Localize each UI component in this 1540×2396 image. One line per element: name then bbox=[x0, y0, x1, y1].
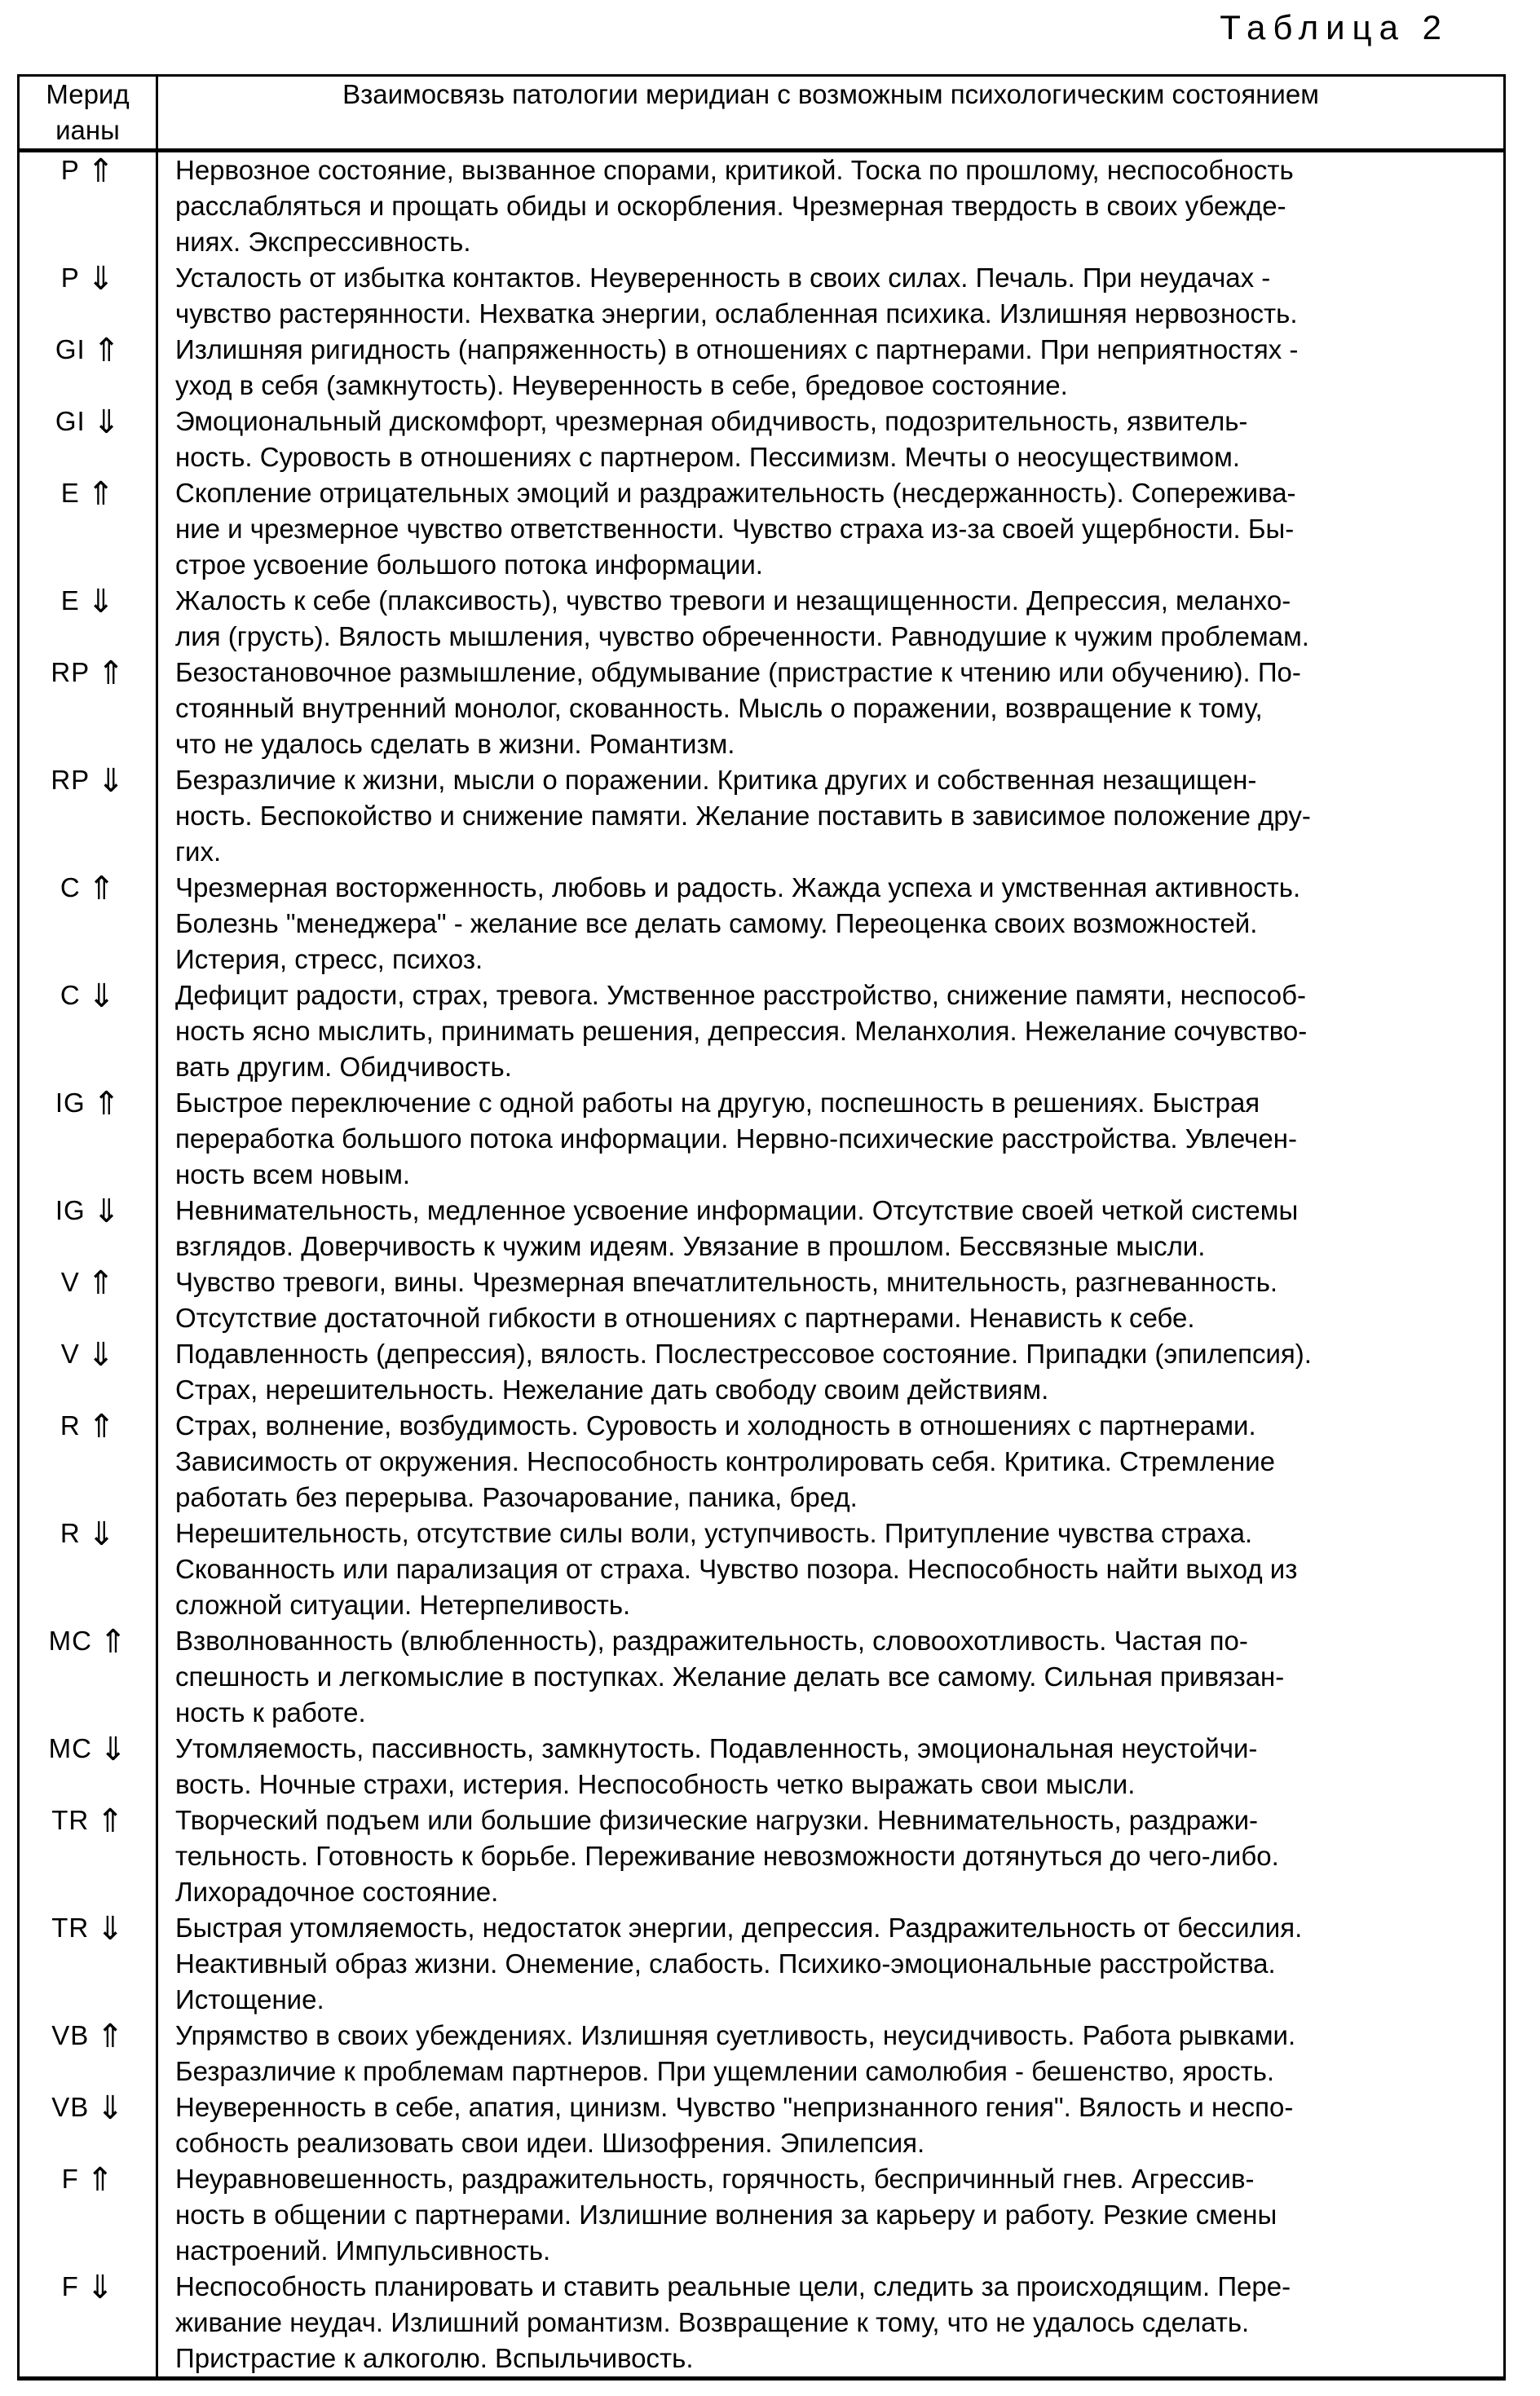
meridian-arrow-icon: ⇑ bbox=[86, 2161, 114, 2199]
meridian-arrow-icon: ⇑ bbox=[97, 655, 125, 692]
meridian-description: Нерешительность, отсутствие силы воли, уступчивость. Притупление чувства страха. Скованность или парализация от страха. Чувство позора. Неспособность найти выход из сложной ситуации. Нетерпеливость. bbox=[175, 1518, 1298, 1620]
meridian-description: Эмоциональный дискомфорт, чрезмерная обидчивость, подозрительность, язвитель- ность. Суровость в отношениях с партнером. Пессимизм. Мечты о неосуществимом. bbox=[175, 406, 1248, 472]
meridian-code: R bbox=[60, 1410, 81, 1441]
meridian-code: RP bbox=[51, 657, 90, 687]
meridian-code-cell bbox=[19, 1408, 157, 1516]
meridian-code: TR bbox=[51, 1913, 90, 1943]
meridian-code-cell bbox=[19, 2018, 157, 2089]
meridian-code: RP bbox=[51, 765, 90, 795]
meridian-code: VB bbox=[51, 2020, 90, 2050]
meridian-code: MC bbox=[48, 1626, 92, 1656]
meridian-description: Излишняя ригидность (напряженность) в отношениях с партнерами. При неприятностях - уход в себя (замкнутость). Неуверенность в себе, бредовое состояние. bbox=[175, 334, 1299, 400]
meridian-arrow-icon: ⇓ bbox=[96, 1910, 124, 1948]
table-row bbox=[19, 1516, 1505, 1623]
meridian-description: Страх, волнение, возбудимость. Суровость и холодность в отношениях с партнерами. Зависимость от окружения. Неспособность контролировать себя. Критика. Стремление работать без перерыва. Разочарование, паника, бред. bbox=[175, 1410, 1276, 1512]
meridian-description: Неуравновешенность, раздражительность, горячность, беспричинный гнев. Агрессив- ность в общении с партнерами. Излишние волнения за карьеру и работу. Резкие смены настроений. Импульсивность. bbox=[175, 2164, 1277, 2266]
meridian-description: Безразличие к жизни, мысли о поражении. Критика других и собственная незащищен- ность. Беспокойство и снижение памяти. Желание поставить в зависимое положение дру- гих. bbox=[175, 765, 1311, 867]
meridian-code-cell bbox=[19, 583, 157, 655]
meridian-code: R bbox=[60, 1518, 81, 1548]
meridian-table bbox=[17, 74, 1506, 2381]
meridian-code-cell bbox=[19, 1803, 157, 1910]
meridian-code: IG bbox=[55, 1195, 86, 1225]
meridian-code-cell bbox=[19, 1516, 157, 1623]
meridian-code: MC bbox=[48, 1733, 92, 1763]
table-header-row bbox=[19, 76, 1505, 151]
table-row bbox=[19, 404, 1505, 475]
meridian-code-cell bbox=[19, 332, 157, 404]
meridian-arrow-icon: ⇑ bbox=[92, 1085, 121, 1123]
meridian-arrow-icon: ⇓ bbox=[96, 2089, 124, 2127]
table-row bbox=[19, 583, 1505, 655]
meridian-description: Быстрая утомляемость, недостаток энергии, депрессия. Раздражительность от бессилия. Неактивный образ жизни. Онемение, слабость. Психико-эмоциональные расстройства. Истощение. bbox=[175, 1913, 1303, 2014]
meridian-code: TR bbox=[51, 1805, 90, 1835]
meridian-arrow-icon: ⇓ bbox=[97, 762, 125, 800]
meridian-code: C bbox=[60, 980, 81, 1010]
meridian-description: Подавленность (депрессия), вялость. Послестрессовое состояние. Припадки (эпилепсия). Страх, нерешительность. Нежелание дать свободу своим действиям. bbox=[175, 1339, 1312, 1405]
meridian-code-cell bbox=[19, 2089, 157, 2161]
column-header-description: Взаимосвязь патологии меридиан с возможным психологическим состоянием bbox=[157, 76, 1505, 151]
meridian-arrow-icon: ⇑ bbox=[86, 1264, 115, 1302]
meridian-code-cell bbox=[19, 870, 157, 977]
table-row bbox=[19, 475, 1505, 583]
meridian-code-cell bbox=[19, 2161, 157, 2269]
meridian-description: Скопление отрицательных эмоций и раздражительность (несдержанность). Сопережива- ние и чрезмерное чувство ответственности. Чувство страха из-за своей ущербности. Бы- строе усвоение большого потока информации. bbox=[175, 478, 1296, 580]
meridian-code: IG bbox=[55, 1088, 86, 1118]
table-row bbox=[19, 2161, 1505, 2269]
meridian-description: Чрезмерная восторженность, любовь и радость. Жажда успеха и умственная активность. Болезнь "менеджера" - желание все делать самому. Переоценка своих возможностей. Истерия, стресс, психоз. bbox=[175, 872, 1301, 974]
meridian-code: P bbox=[60, 155, 80, 185]
meridian-code: F bbox=[61, 2271, 79, 2301]
meridian-code: E bbox=[60, 478, 80, 508]
meridian-code-cell bbox=[19, 977, 157, 1085]
meridian-description: Безостановочное размышление, обдумывание (пристрастие к чтению или обучению). По- стоянный внутренний монолог, скованность. Мысль о поражении, возвращение к тому, что не удалось сделать в жизни. Романтизм. bbox=[175, 657, 1301, 759]
meridian-description: Взволнованность (влюбленность), раздражительность, словоохотливость. Частая по- спешность и легкомыслие в поступках. Желание делать все самому. Сильная привязан- ность к работе. bbox=[175, 1626, 1285, 1728]
meridian-description: Быстрое переключение с одной работы на другую, поспешность в решениях. Быстрая переработка большого потока информации. Нервно-психические расстройства. Увлечен- ность всем новым. bbox=[175, 1088, 1297, 1189]
table-row bbox=[19, 870, 1505, 977]
meridian-code-cell bbox=[19, 151, 157, 261]
table-row bbox=[19, 1731, 1505, 1803]
meridian-arrow-icon: ⇑ bbox=[96, 2018, 124, 2055]
meridian-description: Чувство тревоги, вины. Чрезмерная впечатлительность, мнительность, разгневанность. Отсутствие достаточной гибкости в отношениях с партнерами. Ненависть к себе. bbox=[175, 1267, 1278, 1333]
meridian-arrow-icon: ⇑ bbox=[96, 1803, 124, 1840]
meridian-code: GI bbox=[55, 406, 86, 436]
meridian-code: E bbox=[60, 585, 80, 616]
meridian-code-cell bbox=[19, 1085, 157, 1193]
meridian-arrow-icon: ⇓ bbox=[86, 583, 115, 620]
meridian-code: C bbox=[60, 872, 81, 902]
meridian-arrow-icon: ⇑ bbox=[92, 332, 121, 369]
meridian-arrow-icon: ⇓ bbox=[99, 1731, 127, 1768]
meridian-description: Творческий подъем или большие физические нагрузки. Невнимательность, раздражи- тельность. Готовность к борьбе. Переживание невозможности дотянуться до чего-либо. Лихорадочное состояние. bbox=[175, 1805, 1279, 1907]
table-row bbox=[19, 1623, 1505, 1731]
meridian-arrow-icon: ⇓ bbox=[92, 1193, 121, 1230]
table-row bbox=[19, 1408, 1505, 1516]
meridian-description: Дефицит радости, страх, тревога. Умственное расстройство, снижение памяти, неспособ- ность ясно мыслить, принимать решения, депрессия. Меланхолия. Нежелание сочувство- вать другим. Обидчивость. bbox=[175, 980, 1308, 1082]
meridian-code-cell bbox=[19, 475, 157, 583]
meridian-code: F bbox=[61, 2164, 79, 2194]
meridian-arrow-icon: ⇑ bbox=[86, 152, 115, 190]
meridian-arrow-icon: ⇓ bbox=[92, 404, 121, 441]
meridian-code-cell bbox=[19, 1623, 157, 1731]
meridian-description: Невнимательность, медленное усвоение информации. Отсутствие своей четкой системы взглядов. Доверчивость к чужим идеям. Увязание в прошлом. Бессвязные мысли. bbox=[175, 1195, 1299, 1261]
meridian-code: GI bbox=[55, 334, 86, 364]
meridian-code-cell bbox=[19, 1264, 157, 1336]
table-row bbox=[19, 1803, 1505, 1910]
meridian-code-cell bbox=[19, 404, 157, 475]
table-row bbox=[19, 332, 1505, 404]
meridian-description: Нервозное состояние, вызванное спорами, критикой. Тоска по прошлому, неспособность расслабляться и прощать обиды и оскорбления. Чрезмерная твердость в своих убежде- ниях. Экспрессивность. bbox=[175, 155, 1294, 257]
table-row bbox=[19, 2269, 1505, 2379]
meridian-code-cell bbox=[19, 2269, 157, 2379]
meridian-code-cell bbox=[19, 762, 157, 870]
table-row bbox=[19, 1336, 1505, 1408]
meridian-description: Упрямство в своих убеждениях. Излишняя суетливость, неусидчивость. Работа рывками. Безразличие к проблемам партнеров. При ущемлении самолюбия - бешенство, ярость. bbox=[175, 2020, 1296, 2086]
meridian-code: VB bbox=[51, 2092, 90, 2122]
meridian-code: P bbox=[60, 263, 80, 293]
meridian-arrow-icon: ⇓ bbox=[86, 1336, 115, 1374]
table-row bbox=[19, 977, 1505, 1085]
table-row bbox=[19, 2018, 1505, 2089]
column-header-meridians: Мерид ианы bbox=[19, 76, 157, 151]
table-row bbox=[19, 1193, 1505, 1264]
table-body bbox=[19, 151, 1505, 2379]
meridian-arrow-icon: ⇑ bbox=[99, 1623, 127, 1661]
meridian-description: Неспособность планировать и ставить реальные цели, следить за происходящим. Пере- живание неудач. Излишний романтизм. Возвращение к тому, что не удалось сделать. Пристрастие к алкоголю. Вспыльчивость. bbox=[175, 2271, 1291, 2373]
meridian-arrow-icon: ⇑ bbox=[87, 1408, 116, 1445]
meridian-description: Усталость от избытка контактов. Неуверенность в своих силах. Печаль. При неудачах - чувство растерянности. Нехватка энергии, ослабленная психика. Излишняя нервозность. bbox=[175, 263, 1298, 329]
meridian-description: Утомляемость, пассивность, замкнутость. Подавленность, эмоциональная неустойчи- вость. Ночные страхи, истерия. Неспособность четко выражать свои мысли. bbox=[175, 1733, 1258, 1799]
meridian-arrow-icon: ⇓ bbox=[86, 2269, 114, 2306]
meridian-code-cell bbox=[19, 1336, 157, 1408]
table-row bbox=[19, 2089, 1505, 2161]
table-row bbox=[19, 260, 1505, 332]
meridian-description: Неуверенность в себе, апатия, цинизм. Чувство "непризнанного гения". Вялость и неспо- собность реализовать свои идеи. Шизофрения. Эпилепсия. bbox=[175, 2092, 1294, 2158]
meridian-arrow-icon: ⇑ bbox=[86, 475, 115, 513]
table-row bbox=[19, 1264, 1505, 1336]
table-row bbox=[19, 762, 1505, 870]
meridian-code-cell bbox=[19, 1193, 157, 1264]
meridian-code: V bbox=[60, 1339, 80, 1369]
meridian-code-cell bbox=[19, 655, 157, 762]
table-row bbox=[19, 151, 1505, 261]
page-title: Таблица 2 bbox=[1220, 8, 1449, 46]
meridian-code: V bbox=[60, 1267, 80, 1297]
table-row bbox=[19, 1085, 1505, 1193]
meridian-arrow-icon: ⇑ bbox=[87, 870, 116, 907]
table-row bbox=[19, 655, 1505, 762]
meridian-arrow-icon: ⇓ bbox=[87, 977, 116, 1015]
meridian-code-cell bbox=[19, 1731, 157, 1803]
meridian-description: Жалость к себе (плаксивость), чувство тревоги и незащищенности. Депрессия, меланхо- лия (грусть). Вялость мышления, чувство обреченности. Равнодушие к чужим проблемам. bbox=[175, 585, 1309, 651]
meridian-arrow-icon: ⇓ bbox=[87, 1516, 116, 1553]
table-row bbox=[19, 1910, 1505, 2018]
meridian-arrow-icon: ⇓ bbox=[86, 260, 115, 298]
meridian-code-cell bbox=[19, 1910, 157, 2018]
meridian-code-cell bbox=[19, 260, 157, 332]
